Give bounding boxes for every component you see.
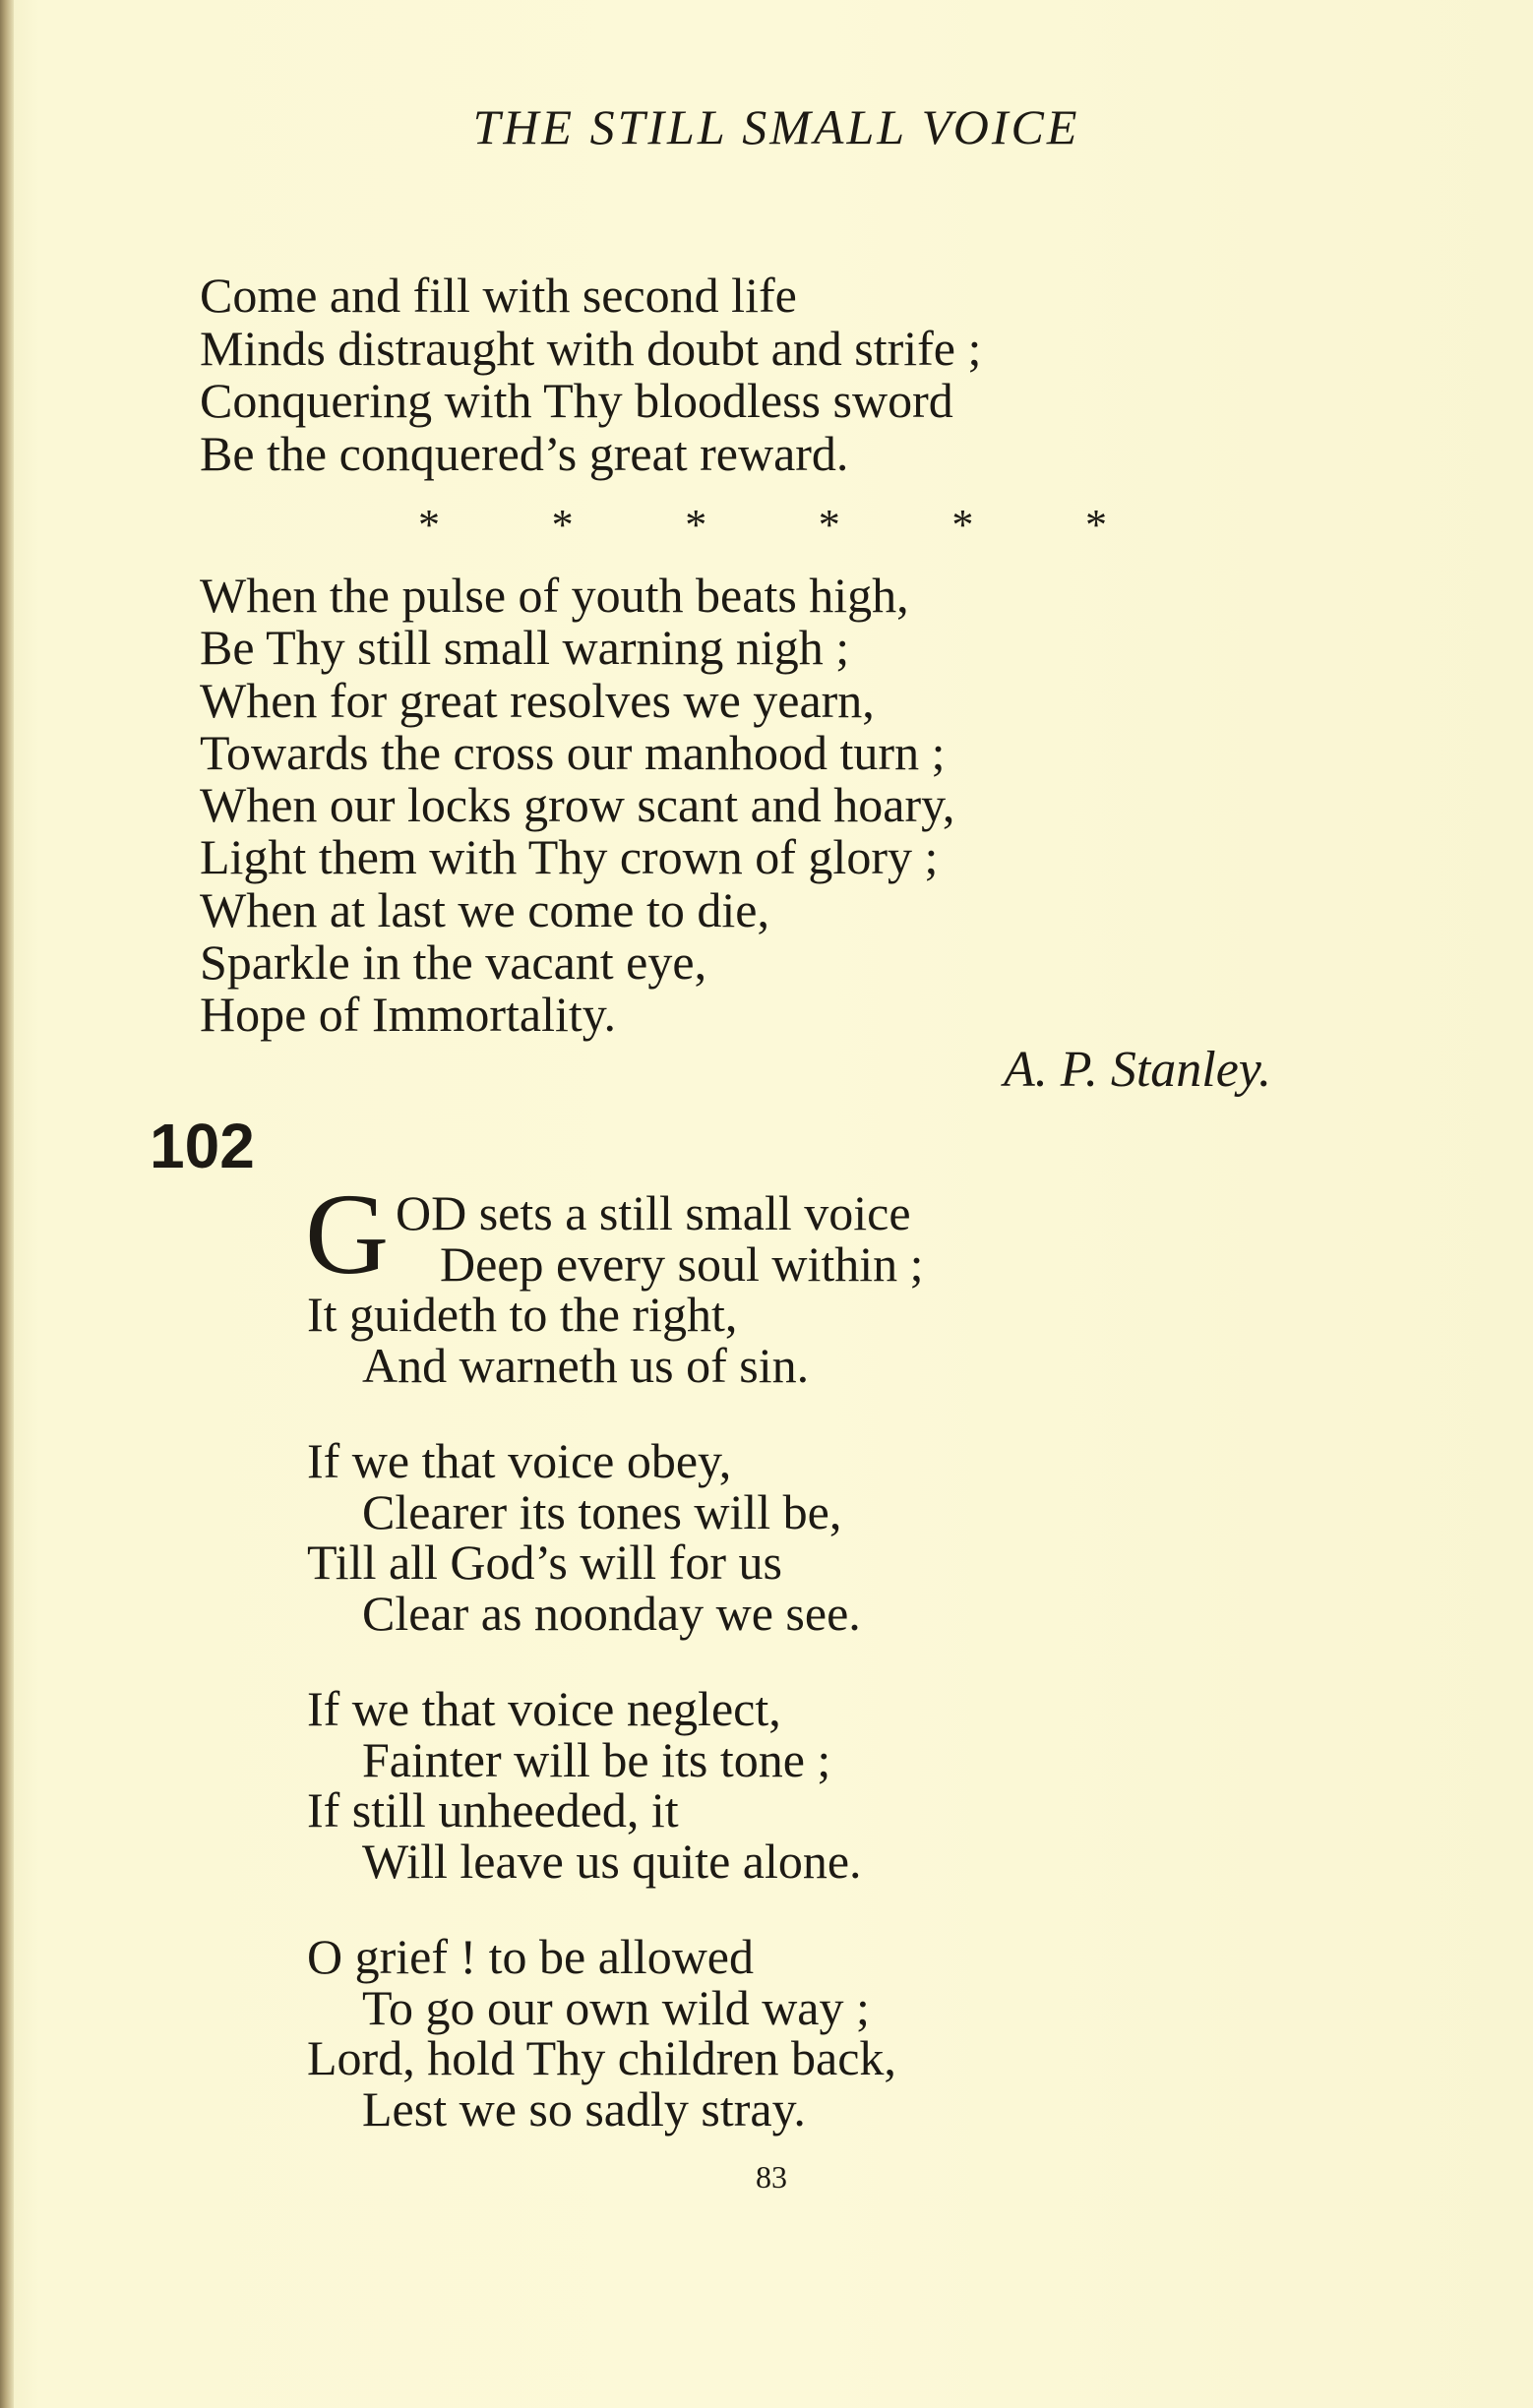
running-head: THE STILL SMALL VOICE — [472, 99, 1080, 154]
separator-star: * — [418, 501, 440, 549]
hymn-line: If we that voice neglect, — [307, 1681, 781, 1736]
poem-line: Be Thy still small warning nigh ; — [200, 620, 850, 676]
hymn-text — [307, 1185, 924, 2137]
poem-line: Minds distraught with doubt and strife ; — [200, 320, 982, 376]
poem-line: Be the conquered’s great reward. — [200, 425, 849, 481]
stanza-continuation — [200, 269, 981, 479]
hymn-line: Deep every soul within ; — [440, 1235, 924, 1292]
author-attribution: A. P. Stanley. — [1004, 1042, 1272, 1098]
hymn-line: It guideth to the right, — [307, 1287, 738, 1342]
hymn-line: If we that voice obey, — [307, 1433, 732, 1488]
hymn-line: If still unheeded, it — [307, 1782, 679, 1837]
poem-line: Come and fill with second life — [200, 268, 797, 323]
book-spine-edge — [0, 0, 14, 2408]
closing-stanza — [200, 569, 954, 1041]
page-number: 83 — [756, 2159, 787, 2195]
hymn-line: OD sets a still small voice — [396, 1185, 911, 1240]
poem-line: When our locks grow scant and hoary, — [200, 777, 955, 833]
section-separator — [418, 500, 1107, 550]
hymn-line: Clear as noonday we see. — [362, 1585, 861, 1641]
poem-line: When for great resolves we yearn, — [200, 672, 875, 728]
separator-star: * — [818, 501, 840, 549]
hymn-line: Will leave us quite alone. — [362, 1833, 862, 1889]
hymn-number: 102 — [150, 1111, 255, 1181]
poem-line: Hope of Immortality. — [200, 987, 617, 1043]
poem-line: Conquering with Thy bloodless sword — [200, 373, 953, 428]
separator-star: * — [685, 501, 707, 549]
separator-star: * — [951, 501, 974, 549]
hymn-line: Lest we so sadly stray. — [362, 2080, 806, 2137]
poem-line: Light them with Thy crown of glory ; — [200, 829, 939, 885]
hymn-line: Lord, hold Thy children back, — [307, 2030, 896, 2085]
drop-cap: G — [305, 1170, 390, 1298]
hymn-line: O grief ! to be allowed — [307, 1929, 755, 1984]
poem-line: Sparkle in the vacant eye, — [200, 934, 707, 991]
hymn-line: Till all God’s will for us — [307, 1535, 782, 1590]
poem-line: When at last we come to die, — [200, 881, 769, 937]
separator-star: * — [1084, 501, 1107, 549]
separator-star: * — [551, 501, 574, 549]
poem-line: When the pulse of youth beats high, — [200, 568, 909, 623]
poem-line: Towards the cross our manhood turn ; — [200, 724, 946, 780]
hymn-line: And warneth us of sin. — [362, 1337, 810, 1393]
hymn-line: Fainter will be its tone ; — [362, 1731, 831, 1787]
hymn-line: Clearer its tones will be, — [362, 1483, 842, 1539]
hymn-line: To go our own wild way ; — [362, 1979, 870, 2035]
